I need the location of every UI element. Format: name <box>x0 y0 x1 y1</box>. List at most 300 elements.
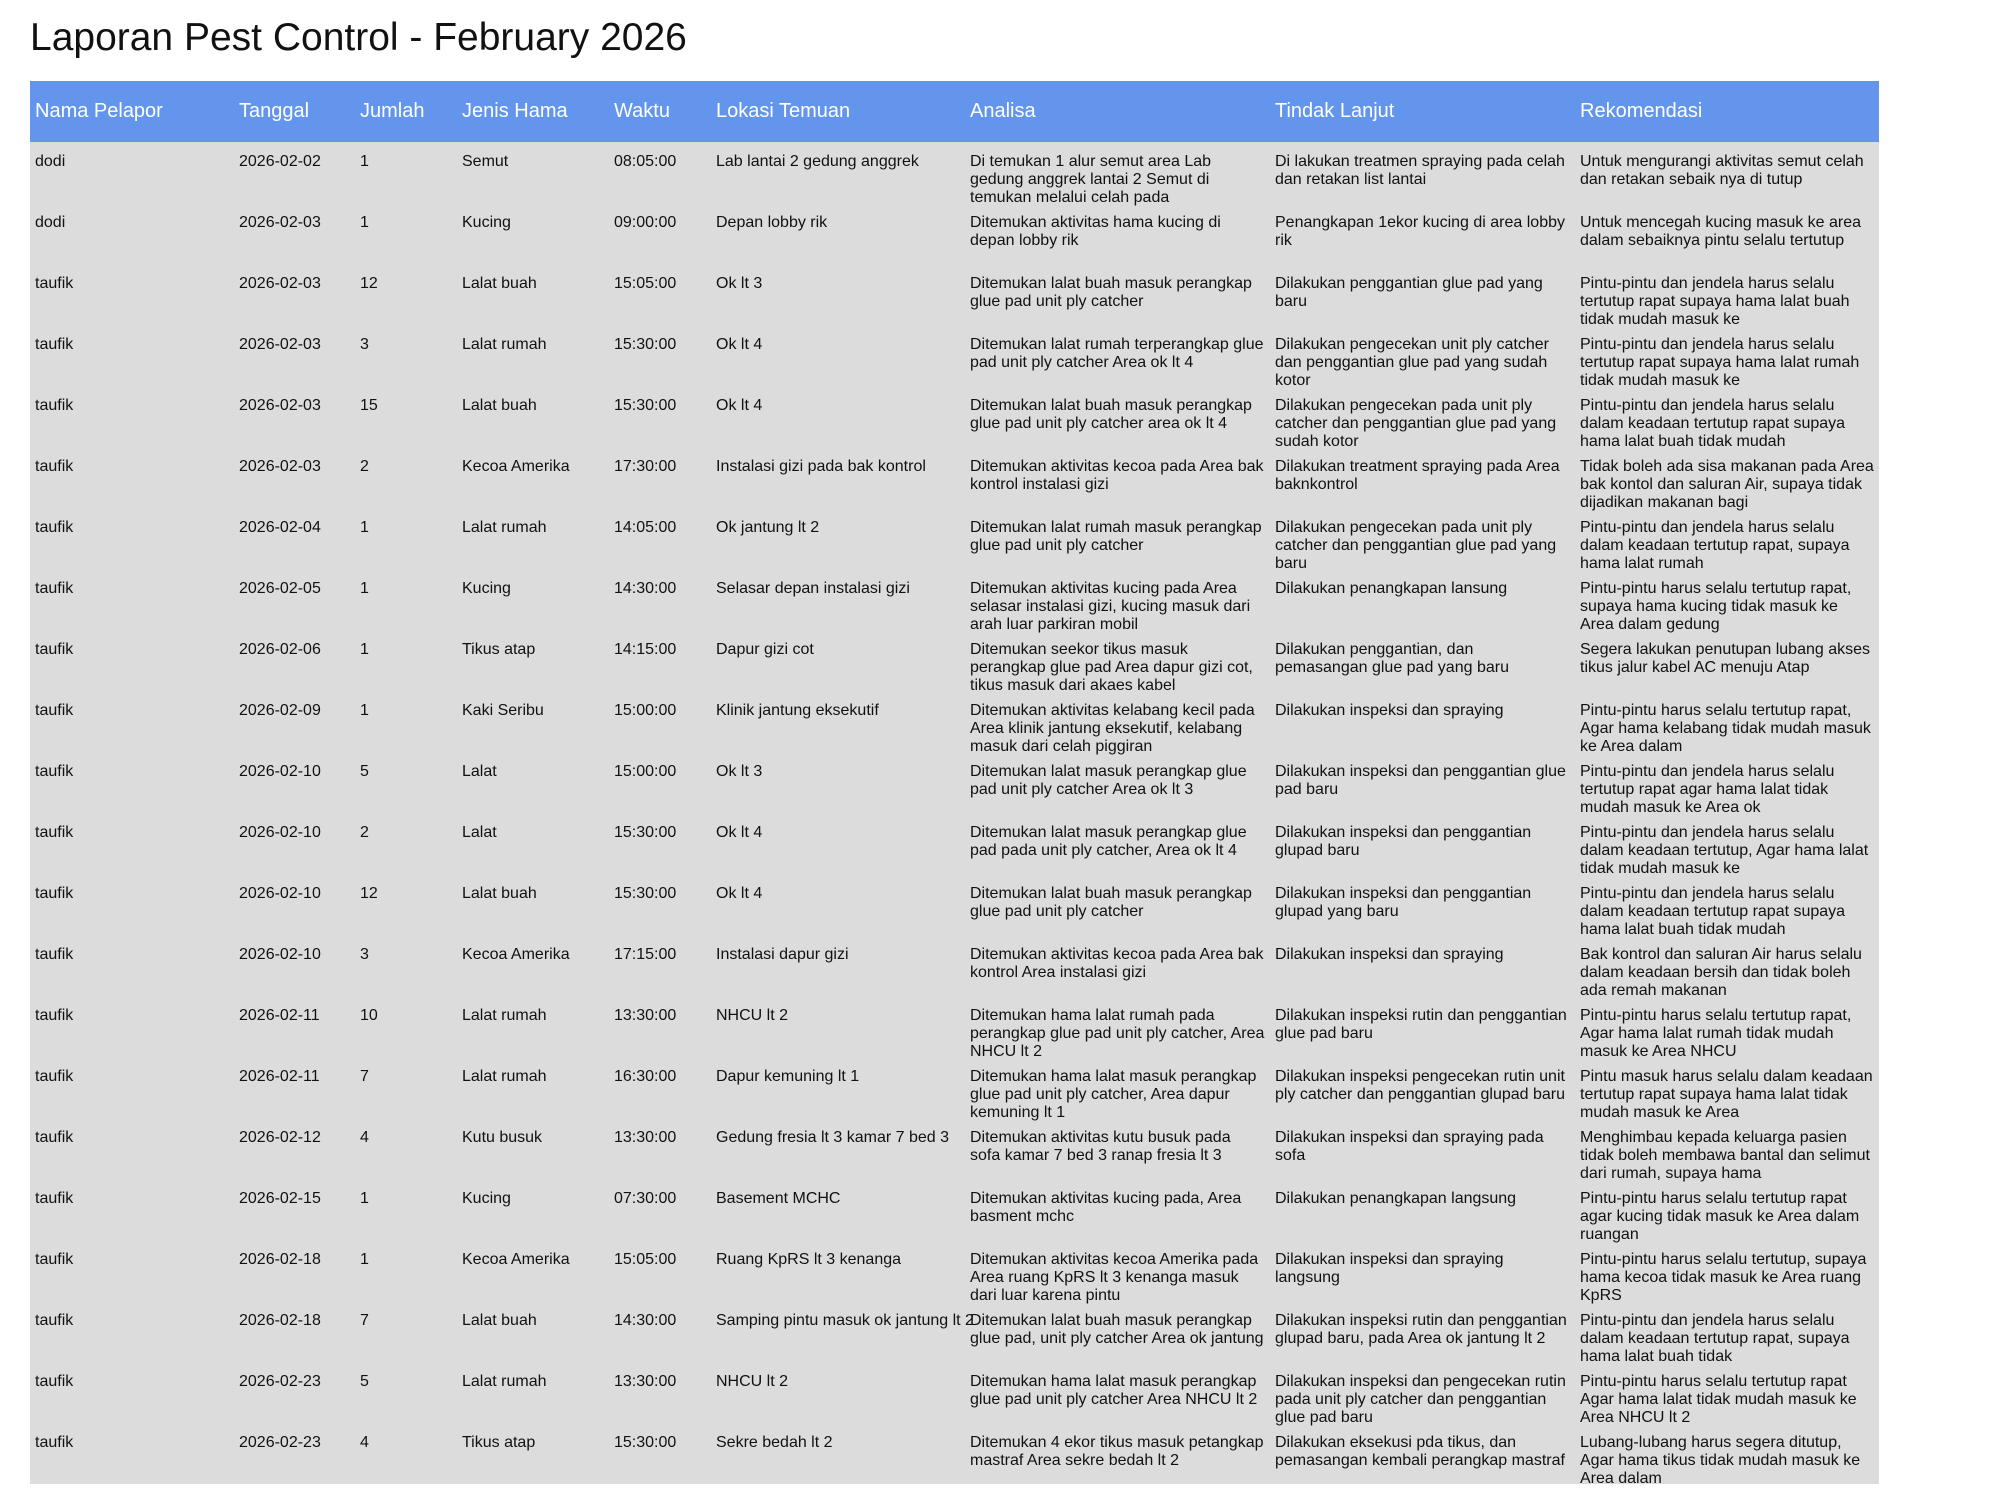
table-cell <box>234 569 355 630</box>
table-cell <box>965 935 1270 996</box>
cell-rekomendasi: Pintu-pintu dan jendela harus selalu dalam keadaan tertutup rapat supaya hama lalat buah tidak mudah <box>1580 885 1846 938</box>
cell-rekomendasi: Pintu-pintu dan jendela harus selalu dalam keadaan tertutup rapat, supaya hama lalat buah tidak <box>1580 1312 1850 1365</box>
cell-jumlah: 5 <box>360 763 369 780</box>
cell-lokasi-temuan: Dapur kemuning lt 1 <box>716 1068 860 1085</box>
table-cell <box>965 264 1270 325</box>
cell-tanggal: 2026-02-03 <box>239 336 321 353</box>
cell-tindak-lanjut: Dilakukan inspeksi dan spraying <box>1275 946 1504 963</box>
cell-rekomendasi: Pintu-pintu harus selalu tertutup rapat Agar hama lalat tidak mudah masuk ke Area NHCU lt 2 <box>1580 1373 1857 1426</box>
cell-analisa: Ditemukan aktivitas hama kucing di depan lobby rik <box>970 214 1221 249</box>
table-row <box>30 569 1879 630</box>
table-cell <box>1575 1240 1879 1304</box>
table-cell <box>1575 1301 1879 1365</box>
table-cell <box>234 447 355 508</box>
table-cell <box>30 1423 234 1484</box>
cell-analisa: Ditemukan seekor tikus masuk perangkap glue pad Area dapur gizi cot, tikus masuk dari akaes kabel <box>970 641 1253 694</box>
cell-tanggal: 2026-02-03 <box>239 397 321 414</box>
table-cell <box>1270 630 1575 691</box>
cell-analisa: Ditemukan aktivitas kecoa pada Area bak kontrol instalasi gizi <box>970 458 1264 493</box>
cell-tanggal: 2026-02-23 <box>239 1373 321 1390</box>
cell-analisa: Ditemukan aktivitas kucing pada, Area basment mchc <box>970 1190 1242 1225</box>
cell-jumlah: 15 <box>360 397 378 414</box>
table-cell <box>965 691 1270 755</box>
cell-tindak-lanjut: Dilakukan eksekusi pda tikus, dan pemasangan kembali perangkap mastraf <box>1275 1434 1565 1469</box>
table-cell <box>609 813 711 874</box>
cell-waktu: 14:30:00 <box>614 1312 677 1329</box>
cell-jenis-hama: Lalat rumah <box>462 1373 547 1390</box>
cell-nama-pelapor: taufik <box>35 1434 74 1451</box>
table-cell <box>609 569 711 630</box>
table-cell <box>30 508 234 569</box>
table-cell <box>234 1423 355 1484</box>
table-cell <box>355 1240 457 1301</box>
table-cell <box>1575 630 1879 691</box>
cell-tanggal: 2026-02-10 <box>239 763 321 780</box>
table-cell <box>355 813 457 874</box>
table-body <box>30 142 1879 1487</box>
cell-nama-pelapor: taufik <box>35 1068 74 1085</box>
table-cell <box>30 1301 234 1362</box>
cell-tanggal: 2026-02-11 <box>239 1007 320 1024</box>
cell-jenis-hama: Kecoa Amerika <box>462 458 570 475</box>
cell-lokasi-temuan: Ruang KpRS lt 3 kenanga <box>716 1251 902 1268</box>
table-cell <box>965 1240 1270 1304</box>
cell-jumlah: 5 <box>360 1373 369 1390</box>
table-cell <box>355 935 457 996</box>
cell-lokasi-temuan: Ok lt 4 <box>716 397 763 414</box>
table-cell <box>609 508 711 569</box>
cell-waktu: 13:30:00 <box>614 1007 677 1024</box>
table-cell <box>609 630 711 691</box>
cell-jumlah: 4 <box>360 1129 369 1146</box>
cell-jumlah: 7 <box>360 1068 369 1085</box>
table-cell <box>234 1118 355 1179</box>
table-cell <box>355 264 457 325</box>
cell-jenis-hama: Lalat buah <box>462 275 537 292</box>
table-cell <box>234 1057 355 1118</box>
table-cell <box>355 203 457 264</box>
table-row <box>30 996 1879 1057</box>
table-cell <box>457 813 609 874</box>
cell-rekomendasi: Untuk mencegah kucing masuk ke area dalam sebaiknya pintu selalu tertutup <box>1580 214 1862 249</box>
cell-lokasi-temuan: Samping pintu masuk ok jantung lt 2 <box>716 1312 974 1329</box>
table-cell <box>1270 142 1575 203</box>
table-cell <box>1270 1362 1575 1426</box>
cell-analisa: Ditemukan aktivitas kecoa pada Area bak kontrol Area instalasi gizi <box>970 946 1264 981</box>
table-cell <box>1575 874 1879 938</box>
table-row <box>30 1240 1879 1301</box>
cell-lokasi-temuan: Selasar depan instalasi gizi <box>716 580 910 597</box>
table-cell <box>355 630 457 691</box>
table-cell <box>711 508 965 569</box>
table-cell <box>30 386 234 447</box>
table-cell <box>30 264 234 325</box>
table-cell <box>457 1179 609 1240</box>
pest-control-report-table <box>30 81 1879 1487</box>
cell-rekomendasi: Untuk mengurangi aktivitas semut celah dan retakan sebaik nya di tutup <box>1580 153 1864 188</box>
cell-analisa: Ditemukan lalat buah masuk perangkap glue pad unit ply catcher area ok lt 4 <box>970 397 1252 432</box>
table-cell <box>1270 1118 1575 1179</box>
cell-nama-pelapor: taufik <box>35 1312 74 1329</box>
table-cell <box>1270 264 1575 325</box>
cell-waktu: 15:30:00 <box>614 824 677 841</box>
cell-nama-pelapor: taufik <box>35 824 74 841</box>
cell-jenis-hama: Lalat rumah <box>462 1068 547 1085</box>
cell-rekomendasi: Pintu-pintu dan jendela harus selalu tertutup rapat agar hama lalat tidak mudah masuk ke Area ok <box>1580 763 1835 816</box>
cell-tanggal: 2026-02-04 <box>239 519 321 536</box>
table-cell <box>457 386 609 447</box>
cell-analisa: Ditemukan hama lalat masuk perangkap glue pad unit ply catcher Area NHCU lt 2 <box>970 1373 1258 1408</box>
column-header-analisa: Analisa <box>965 81 1270 142</box>
table-cell <box>30 874 234 935</box>
table-cell <box>711 1179 965 1240</box>
column-header-tindak-lanjut: Tindak Lanjut <box>1270 81 1575 142</box>
table-cell <box>457 752 609 813</box>
table-cell <box>711 935 965 996</box>
cell-tanggal: 2026-02-10 <box>239 946 321 963</box>
cell-tanggal: 2026-02-02 <box>239 153 321 170</box>
table-cell <box>1270 1057 1575 1118</box>
table-cell <box>355 874 457 935</box>
cell-analisa: Ditemukan hama lalat rumah pada perangkap glue pad unit ply catcher, Area NHCU lt 2 <box>970 1007 1265 1060</box>
cell-waktu: 07:30:00 <box>614 1190 677 1207</box>
cell-lokasi-temuan: Basement MCHC <box>716 1190 841 1207</box>
cell-waktu: 17:30:00 <box>614 458 677 475</box>
cell-rekomendasi: Pintu-pintu dan jendela harus selalu tertutup rapat supaya hama lalat rumah tidak mudah masuk ke <box>1580 336 1860 389</box>
table-cell <box>1575 1118 1879 1182</box>
table-cell <box>1575 142 1879 203</box>
cell-tanggal: 2026-02-06 <box>239 641 321 658</box>
table-cell <box>1575 325 1879 389</box>
cell-rekomendasi: Pintu-pintu harus selalu tertutup rapat, supaya hama kucing tidak masuk ke Area dalam gedung <box>1580 580 1852 633</box>
column-header-rekomendasi: Rekomendasi <box>1575 81 1879 142</box>
table-cell <box>965 386 1270 447</box>
table-row <box>30 1118 1879 1179</box>
table-cell <box>1270 813 1575 874</box>
table-row <box>30 386 1879 447</box>
cell-jumlah: 3 <box>360 946 369 963</box>
table-cell <box>457 874 609 935</box>
cell-waktu: 15:30:00 <box>614 885 677 902</box>
table-cell <box>30 996 234 1057</box>
cell-jenis-hama: Lalat buah <box>462 397 537 414</box>
cell-rekomendasi: Pintu-pintu dan jendela harus selalu dalam keadaan tertutup rapat, supaya hama lalat rumah <box>1580 519 1850 572</box>
table-cell <box>30 325 234 386</box>
table-cell <box>1575 1179 1879 1243</box>
table-cell <box>457 569 609 630</box>
cell-jenis-hama: Kucing <box>462 214 511 231</box>
table-cell <box>1270 691 1575 752</box>
cell-waktu: 15:30:00 <box>614 397 677 414</box>
table-cell <box>234 813 355 874</box>
cell-tindak-lanjut: Dilakukan inspeksi dan spraying pada sofa <box>1275 1129 1544 1164</box>
table-cell <box>711 1057 965 1118</box>
cell-tindak-lanjut: Dilakukan inspeksi dan pengecekan rutin pada unit ply catcher dan penggantian glue pad baru <box>1275 1373 1566 1426</box>
column-header-jumlah: Jumlah <box>355 81 457 142</box>
table-cell <box>1270 325 1575 389</box>
cell-jumlah: 3 <box>360 336 369 353</box>
cell-analisa: Ditemukan lalat buah masuk perangkap glue pad unit ply catcher <box>970 275 1252 310</box>
table-cell <box>609 264 711 325</box>
cell-nama-pelapor: taufik <box>35 885 74 902</box>
cell-lokasi-temuan: Ok lt 3 <box>716 275 763 292</box>
cell-nama-pelapor: dodi <box>35 214 66 231</box>
table-row <box>30 1301 1879 1362</box>
cell-tanggal: 2026-02-11 <box>239 1068 320 1085</box>
table-cell <box>1575 569 1879 633</box>
cell-jumlah: 1 <box>360 1251 369 1268</box>
table-cell <box>30 142 234 203</box>
table-cell <box>355 386 457 447</box>
table-cell <box>234 325 355 386</box>
cell-tanggal: 2026-02-03 <box>239 458 321 475</box>
cell-analisa: Ditemukan lalat rumah masuk perangkap glue pad unit ply catcher <box>970 519 1262 554</box>
cell-tindak-lanjut: Dilakukan inspeksi dan penggantian glue pad baru <box>1275 763 1566 798</box>
table-row <box>30 691 1879 752</box>
table-cell <box>609 691 711 752</box>
table-cell <box>1575 996 1879 1060</box>
table-cell <box>30 1362 234 1423</box>
cell-waktu: 15:00:00 <box>614 702 677 719</box>
table-cell <box>457 1423 609 1484</box>
cell-analisa: Ditemukan aktivitas kutu busuk pada sofa kamar 7 bed 3 ranap fresia lt 3 <box>970 1129 1231 1164</box>
cell-lokasi-temuan: Dapur gizi cot <box>716 641 814 658</box>
table-cell <box>234 264 355 325</box>
cell-tanggal: 2026-02-12 <box>239 1129 321 1146</box>
table-row <box>30 508 1879 569</box>
page-title: Laporan Pest Control - February 2026 <box>30 16 687 59</box>
table-cell <box>1575 752 1879 816</box>
cell-jenis-hama: Lalat buah <box>462 1312 537 1329</box>
cell-nama-pelapor: taufik <box>35 336 74 353</box>
table-cell <box>965 996 1270 1060</box>
table-cell <box>457 142 609 203</box>
table-cell <box>609 1118 711 1179</box>
table-cell <box>1575 1057 1879 1121</box>
table-row <box>30 447 1879 508</box>
cell-tanggal: 2026-02-03 <box>239 214 321 231</box>
cell-jumlah: 2 <box>360 458 369 475</box>
table-cell <box>1270 1301 1575 1362</box>
table-cell <box>711 813 965 874</box>
cell-waktu: 15:05:00 <box>614 1251 677 1268</box>
cell-lokasi-temuan: Instalasi gizi pada bak kontrol <box>716 458 926 475</box>
table-cell <box>965 1423 1270 1484</box>
cell-nama-pelapor: taufik <box>35 458 74 475</box>
cell-waktu: 14:05:00 <box>614 519 677 536</box>
cell-lokasi-temuan: Ok jantung lt 2 <box>716 519 820 536</box>
table-cell <box>457 447 609 508</box>
cell-jumlah: 1 <box>360 1190 369 1207</box>
cell-waktu: 15:30:00 <box>614 1434 677 1451</box>
table-cell <box>711 447 965 508</box>
table-cell <box>30 752 234 813</box>
table-cell <box>457 203 609 264</box>
table-cell <box>711 630 965 691</box>
cell-tanggal: 2026-02-15 <box>239 1190 321 1207</box>
table-row <box>30 630 1879 691</box>
table-cell <box>711 264 965 325</box>
table-cell <box>1270 386 1575 450</box>
table-cell <box>965 569 1270 633</box>
table-cell <box>457 508 609 569</box>
cell-waktu: 08:05:00 <box>614 153 677 170</box>
cell-waktu: 14:30:00 <box>614 580 677 597</box>
table-cell <box>965 447 1270 508</box>
cell-tindak-lanjut: Dilakukan inspeksi pengecekan rutin unit ply catcher dan penggantian glupad baru <box>1275 1068 1565 1103</box>
cell-lokasi-temuan: Instalasi dapur gizi <box>716 946 849 963</box>
cell-tindak-lanjut: Dilakukan pengecekan pada unit ply catcher dan penggantian glue pad yang sudah kotor <box>1275 397 1557 450</box>
table-cell <box>1575 264 1879 328</box>
table-cell <box>234 1301 355 1362</box>
table-row <box>30 1362 1879 1423</box>
table-cell <box>30 691 234 752</box>
cell-tindak-lanjut: Dilakukan inspeksi dan penggantian glupad yang baru <box>1275 885 1532 920</box>
cell-waktu: 13:30:00 <box>614 1373 677 1390</box>
cell-tanggal: 2026-02-23 <box>239 1434 321 1451</box>
cell-tindak-lanjut: Dilakukan inspeksi dan spraying <box>1275 702 1504 719</box>
cell-waktu: 17:15:00 <box>614 946 677 963</box>
table-cell <box>234 752 355 813</box>
table-cell <box>1270 996 1575 1057</box>
table-cell <box>457 1240 609 1301</box>
table-cell <box>1270 874 1575 935</box>
table-row <box>30 1423 1879 1484</box>
cell-rekomendasi: Pintu-pintu harus selalu tertutup rapat agar kucing tidak masuk ke Area dalam ruangan <box>1580 1190 1860 1243</box>
cell-rekomendasi: Bak kontrol dan saluran Air harus selalu dalam keadaan bersih dan tidak boleh ada remah makanan <box>1580 946 1862 999</box>
cell-analisa: Di temukan 1 alur semut area Lab gedung anggrek lantai 2 Semut di temukan melalui celah pada <box>970 153 1212 206</box>
cell-tindak-lanjut: Dilakukan inspeksi rutin dan penggantian glue pad baru <box>1275 1007 1567 1042</box>
table-cell <box>30 569 234 630</box>
table-cell <box>355 1301 457 1362</box>
cell-jenis-hama: Lalat rumah <box>462 1007 547 1024</box>
cell-rekomendasi: Pintu masuk harus selalu dalam keadaan tertutup rapat supaya hama lalat tidak mudah masuk ke Area <box>1580 1068 1873 1121</box>
cell-jenis-hama: Kecoa Amerika <box>462 1251 570 1268</box>
cell-analisa: Ditemukan aktivitas kucing pada Area selasar instalasi gizi, kucing masuk dari arah luar parkiran mobil <box>970 580 1251 633</box>
table-cell <box>355 752 457 813</box>
cell-nama-pelapor: taufik <box>35 519 74 536</box>
table-cell <box>711 691 965 752</box>
table-cell <box>1575 935 1879 999</box>
cell-jenis-hama: Kecoa Amerika <box>462 946 570 963</box>
table-cell <box>355 1362 457 1423</box>
cell-jenis-hama: Kaki Seribu <box>462 702 544 719</box>
table-cell <box>711 142 965 203</box>
table-cell <box>965 325 1270 386</box>
table-cell <box>609 1179 711 1240</box>
table-cell <box>457 691 609 752</box>
table-cell <box>965 1118 1270 1179</box>
table-cell <box>1575 508 1879 572</box>
cell-rekomendasi: Pintu-pintu dan jendela harus selalu dalam keadaan tertutup rapat supaya hama lalat buah tidak mudah <box>1580 397 1846 450</box>
table-cell <box>1575 691 1879 755</box>
cell-nama-pelapor: taufik <box>35 1007 74 1024</box>
table-cell <box>457 325 609 386</box>
table-cell <box>1270 1423 1575 1484</box>
table-cell <box>457 996 609 1057</box>
cell-nama-pelapor: taufik <box>35 275 74 292</box>
table-row <box>30 264 1879 325</box>
table-cell <box>965 1362 1270 1423</box>
cell-analisa: Ditemukan lalat masuk perangkap glue pad unit ply catcher Area ok lt 3 <box>970 763 1247 798</box>
cell-tindak-lanjut: Dilakukan penangkapan langsung <box>1275 1190 1517 1207</box>
table-cell <box>234 996 355 1057</box>
table-cell <box>355 1118 457 1179</box>
table-cell <box>355 1179 457 1240</box>
cell-jumlah: 10 <box>360 1007 378 1024</box>
cell-rekomendasi: Pintu-pintu dan jendela harus selalu tertutup rapat supaya hama lalat buah tidak mudah masuk ke <box>1580 275 1850 328</box>
table-row <box>30 752 1879 813</box>
table-cell <box>234 1179 355 1240</box>
table-cell <box>965 508 1270 569</box>
cell-nama-pelapor: taufik <box>35 702 74 719</box>
table-cell <box>457 1362 609 1423</box>
cell-jenis-hama: Lalat rumah <box>462 336 547 353</box>
cell-jenis-hama: Semut <box>462 153 509 170</box>
cell-lokasi-temuan: NHCU lt 2 <box>716 1373 789 1390</box>
table-cell <box>1575 813 1879 877</box>
cell-jumlah: 1 <box>360 153 369 170</box>
table-cell <box>1575 1362 1879 1426</box>
table-cell <box>30 813 234 874</box>
table-cell <box>30 1057 234 1118</box>
cell-lokasi-temuan: Ok lt 4 <box>716 336 763 353</box>
cell-jenis-hama: Lalat <box>462 763 497 780</box>
cell-tindak-lanjut: Dilakukan inspeksi rutin dan penggantian glupad baru, pada Area ok jantung lt 2 <box>1275 1312 1567 1347</box>
cell-nama-pelapor: taufik <box>35 763 74 780</box>
cell-rekomendasi: Pintu-pintu dan jendela harus selalu dalam keadaan tertutup, Agar hama lalat tidak mudah masuk ke <box>1580 824 1869 877</box>
table-cell <box>711 1240 965 1301</box>
table-cell <box>711 1362 965 1423</box>
cell-lokasi-temuan: Ok lt 4 <box>716 824 763 841</box>
table-cell <box>234 874 355 935</box>
table-cell <box>609 1362 711 1423</box>
table-cell <box>965 1057 1270 1121</box>
cell-rekomendasi: Lubang-lubang harus segera ditutup, Agar hama tikus tidak mudah masuk ke Area dalam <box>1580 1434 1861 1487</box>
table-cell <box>711 203 965 264</box>
table-cell <box>355 142 457 203</box>
cell-rekomendasi: Menghimbau kepada keluarga pasien tidak boleh membawa bantal dan selimut dari rumah, supaya hama <box>1580 1129 1870 1182</box>
table-cell <box>457 1057 609 1118</box>
cell-waktu: 09:00:00 <box>614 214 677 231</box>
table-cell <box>234 508 355 569</box>
table-row <box>30 813 1879 874</box>
cell-analisa: Ditemukan hama lalat masuk perangkap glue pad unit ply catcher, Area dapur kemuning lt 1 <box>970 1068 1257 1121</box>
table-cell <box>711 752 965 813</box>
table-cell <box>711 1423 965 1484</box>
cell-nama-pelapor: taufik <box>35 1373 74 1390</box>
cell-jenis-hama: Kucing <box>462 580 511 597</box>
cell-lokasi-temuan: Depan lobby rik <box>716 214 828 231</box>
cell-jenis-hama: Lalat rumah <box>462 519 547 536</box>
cell-tanggal: 2026-02-09 <box>239 702 321 719</box>
table-cell <box>355 1423 457 1484</box>
cell-jumlah: 1 <box>360 580 369 597</box>
table-cell <box>1575 447 1879 511</box>
cell-nama-pelapor: taufik <box>35 1129 74 1146</box>
cell-waktu: 16:30:00 <box>614 1068 677 1085</box>
cell-analisa: Ditemukan lalat rumah terperangkap glue pad unit ply catcher Area ok lt 4 <box>970 336 1264 371</box>
table-cell <box>1270 1179 1575 1240</box>
table-cell <box>355 325 457 386</box>
cell-tindak-lanjut: Penangkapan 1ekor kucing di area lobby rik <box>1275 214 1565 249</box>
table-cell <box>457 264 609 325</box>
cell-tindak-lanjut: Dilakukan penggantian, dan pemasangan glue pad yang baru <box>1275 641 1509 676</box>
cell-lokasi-temuan: Ok lt 3 <box>716 763 763 780</box>
table-cell <box>30 203 234 264</box>
table-cell <box>234 386 355 447</box>
table-cell <box>1270 935 1575 996</box>
